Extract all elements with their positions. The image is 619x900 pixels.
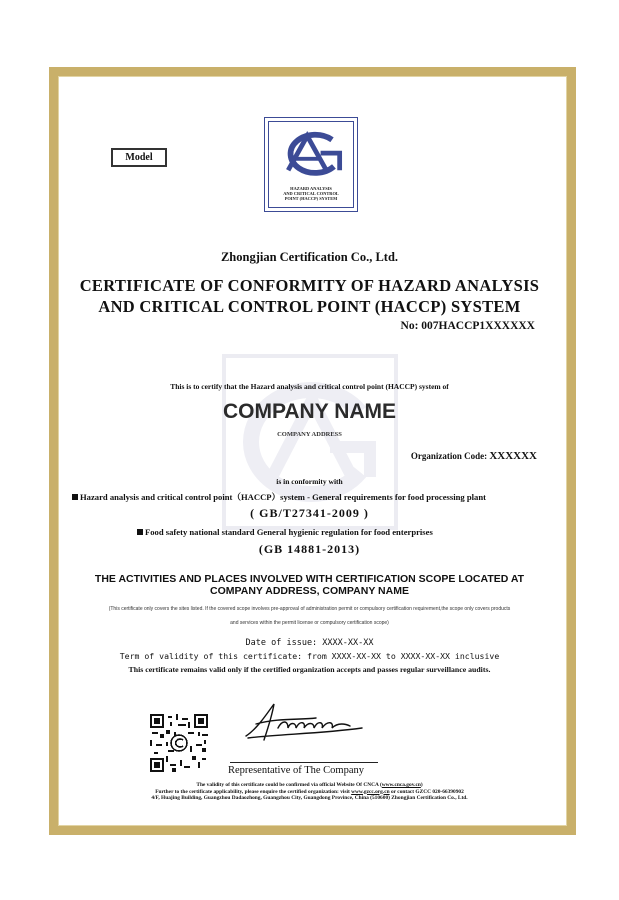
cag-logo-icon [271, 126, 353, 184]
standard-2-code: (GB 14881-2013) [258, 542, 361, 556]
cnca-link[interactable]: www.cnca.gov.cn [381, 782, 421, 788]
organization-code [411, 450, 537, 462]
logo-caption: HAZARD ANALYSIS AND CRITICAL CONTROL POINT (HACCP) SYSTEM [283, 186, 339, 201]
haccp-logo [264, 117, 358, 212]
validity-note: This certificate remains valid only if the certified organization accepts and passes regular surveillance audits. [128, 665, 491, 674]
gzcc-link[interactable]: www.gzcc.org.cn [351, 788, 390, 795]
bullet-icon [137, 529, 143, 535]
standard-1-code: ( GB/T27341-2009 ) [250, 506, 369, 520]
representative-label: Representative of The Company [228, 765, 364, 776]
scope-note-1: (This certificate only covers the sites listed. If the covered scope involves pre-approval of administration permit or compulsory certification requirement,the scope only covers products [108, 606, 511, 612]
certificate-title: CERTIFICATE OF CONFORMITY OF HAZARD ANALYSIS AND CRITICAL CONTROL POINT (HACCP) SYSTEM [79, 276, 540, 316]
org-code-label: Organization Code: [410, 451, 488, 461]
scope-note-2: and services within the permit license or compulsory certification scope) [230, 620, 389, 626]
issuer-name: Zhongjian Certification Co., Ltd. [220, 250, 399, 264]
signature-icon [238, 698, 368, 746]
certificate-footer [0, 782, 619, 802]
issue-date: Date of issue: XXXX-XX-XX [245, 638, 374, 648]
watermark-logo-icon [220, 352, 400, 532]
standard-1: Hazard analysis and critical control point（HACCP）system - General requirements for food processing plant [72, 491, 486, 503]
standard-2: Food safety national standard General hygienic regulation for food enterprises [137, 527, 433, 537]
certify-statement: This is to certify that the Hazard analysis and critical control point (HACCP) system of [170, 382, 449, 391]
bullet-icon [72, 494, 78, 500]
org-code-value: XXXXXX [489, 450, 537, 462]
company-name: COMPANY NAME [222, 400, 397, 423]
company-address: COMPANY ADDRESS [277, 431, 342, 438]
signature-line [230, 762, 378, 763]
validity-term: Term of validity of this certificate: from XXXX-XX-XX to XXXX-XX-XX inclusive [119, 651, 500, 661]
certification-scope: THE ACTIVITIES AND PLACES INVOLVED WITH CERTIFICATION SCOPE LOCATED AT COMPANY ADDRESS, COMPANY NAME [94, 573, 525, 597]
conformity-text: is in conformity with [276, 477, 343, 486]
footer-line-2: Further to the certificate applicability, please enquire the certified organization: visit www.gzcc.org.cn or contact GZCC 020-66390902 [155, 788, 464, 795]
model-label: Model [111, 148, 167, 167]
footer-line-1: The validity of this certificate could be confirmed via official Website Of CNCA (www.cnca.gov.cn) [196, 782, 423, 788]
qr-code-icon [150, 714, 208, 772]
footer-line-3: 4/F, Huajing Building, Guangzhou Dadaozhong, Guangzhou City, Guangdong Province, China (510600) Zhongjian Certification Co., Ltd. [151, 795, 468, 801]
certificate-number: No: 007HACCP1XXXXXX [400, 320, 535, 332]
